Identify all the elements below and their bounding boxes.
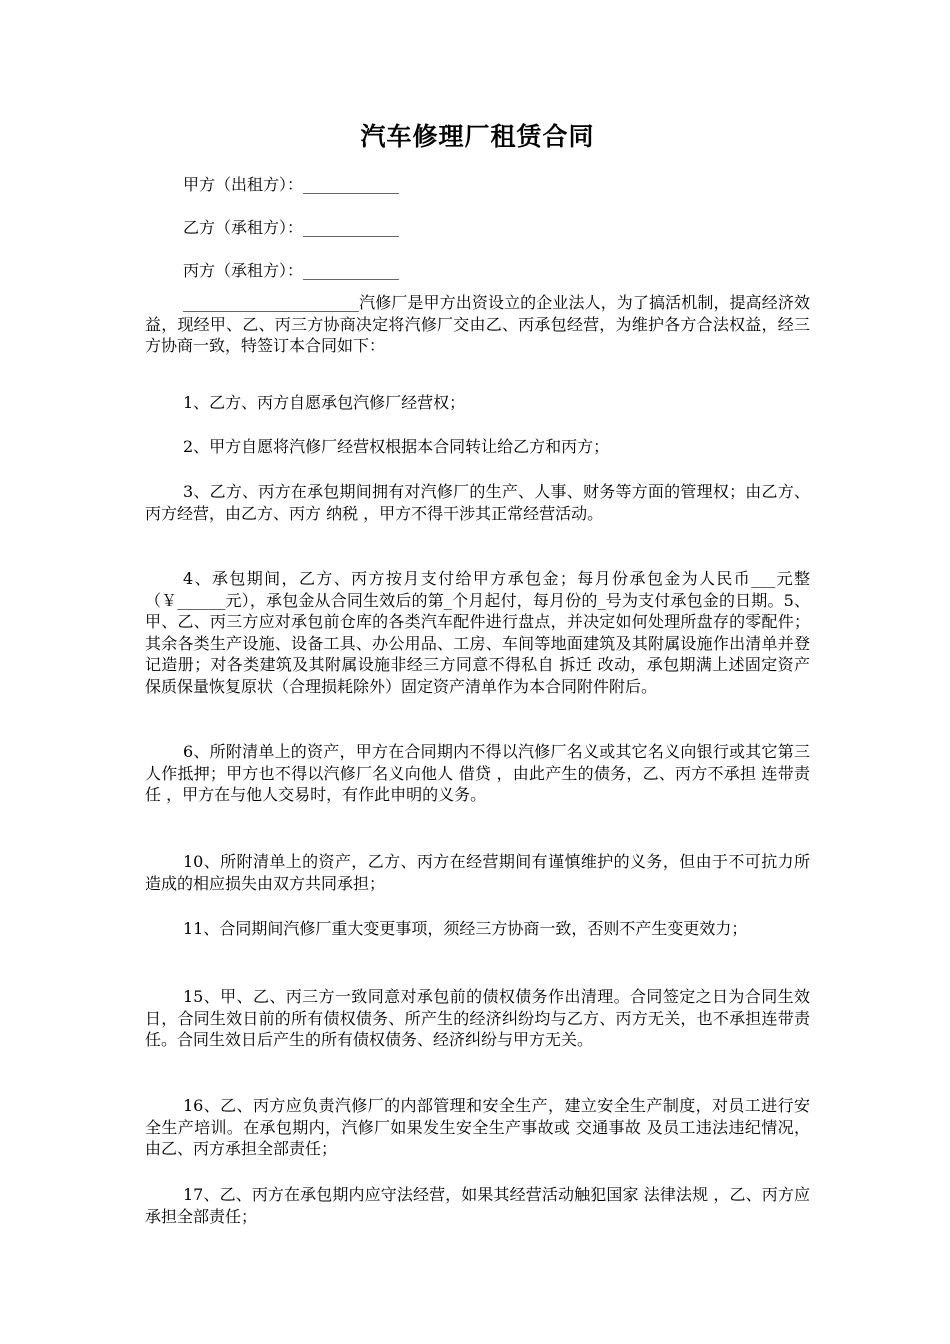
party-a-label: 甲方（出租方）：	[183, 175, 304, 194]
clause-6: 6、所附清单上的资产，甲方在合同期内不得以汽修厂名义或其它名义向银行或其它第三人作抵押；甲方也不得以汽修厂名义向他人 借贷 ，由此产生的债务，乙、丙方不承担 连带责任 ，甲方在与他人交易时，有作此申明的义务。	[145, 742, 810, 804]
clause-17: 17、乙、丙方在承包期内应守法经营，如果其经营活动触犯国家 法律法规 ，乙、丙方应承担全部责任；	[145, 1185, 810, 1226]
clause-15: 15、甲、乙、丙三方一致同意对承包前的债权债务作出清理。合同签定之日为合同生效日，合同生效日前的所有债权债务、所产生的经济纠纷均与乙方、丙方无关，也不承担连带责任。合同生效日后产生的所有债权债务、经济纠纷与甲方无关。	[145, 987, 810, 1049]
clause-10: 10、所附清单上的资产，乙方、丙方在经营期间有谨慎维护的义务，但由于不可抗力所造成的相应损失由双方共同承担；	[145, 852, 810, 893]
party-b-line	[183, 218, 399, 238]
party-c-line	[183, 261, 399, 281]
clause-3: 3、乙方、丙方在承包期间拥有对汽修厂的生产、人事、财务等方面的管理权；由乙方、丙方经营，由乙方、丙方 纳税 ，甲方不得干涉其正常经营活动。	[145, 482, 810, 523]
document-title: 汽车修理厂租赁合同	[360, 122, 595, 151]
preamble-paragraph: ______________________汽修厂是甲方出资设立的企业法人，为了搞活机制，提高经济效益，现经甲、乙、丙三方协商决定将汽修厂交由乙、丙承包经营，为维护各方合法权益，经三方协商一致，特签订本合同如下：	[145, 293, 810, 355]
party-c-blank: ____________	[303, 261, 400, 280]
clause-4-5: 4、承包期间，乙方、丙方按月支付给甲方承包金；每月份承包金为人民币___元整（￥______元），承包金从合同生效后的第_个月起付，每月份的_号为支付承包金的日期。5、甲、乙、丙三方应对承包前仓库的各类汽车配件进行盘点，并决定如何处理所盘存的零配件；其余各类生产设施、设备工具、办公用品、工房、车间等地面建筑及其附属设施作出清单并登记造册；对各类建筑及其附属设施非经三方同意不得私自 拆迁 改动，承包期满上述固定资产保质保量恢复原状（合理损耗除外）固定资产清单作为本合同附件附后。	[145, 569, 810, 696]
party-b-blank: ____________	[303, 218, 400, 237]
clause-16: 16、乙、丙方应负责汽修厂的内部管理和安全生产，建立安全生产制度，对员工进行安全生产培训。在承包期内，汽修厂如果发生安全生产事故或 交通事故 及员工违法违纪情况，由乙、丙方承担全部责任；	[145, 1096, 810, 1158]
clause-1: 1、乙方、丙方自愿承包汽修厂经营权；	[183, 393, 466, 412]
party-a-line	[183, 175, 399, 195]
party-c-label: 丙方（承租方）：	[183, 261, 304, 280]
party-b-label: 乙方（承租方）：	[183, 218, 304, 237]
party-a-blank: ____________	[303, 175, 400, 194]
clause-2: 2、甲方自愿将汽修厂经营权根据本合同转让给乙方和丙方；	[183, 437, 610, 456]
clause-11: 11、合同期间汽修厂重大变更事项，须经三方协商一致，否则不产生变更效力；	[183, 919, 748, 938]
